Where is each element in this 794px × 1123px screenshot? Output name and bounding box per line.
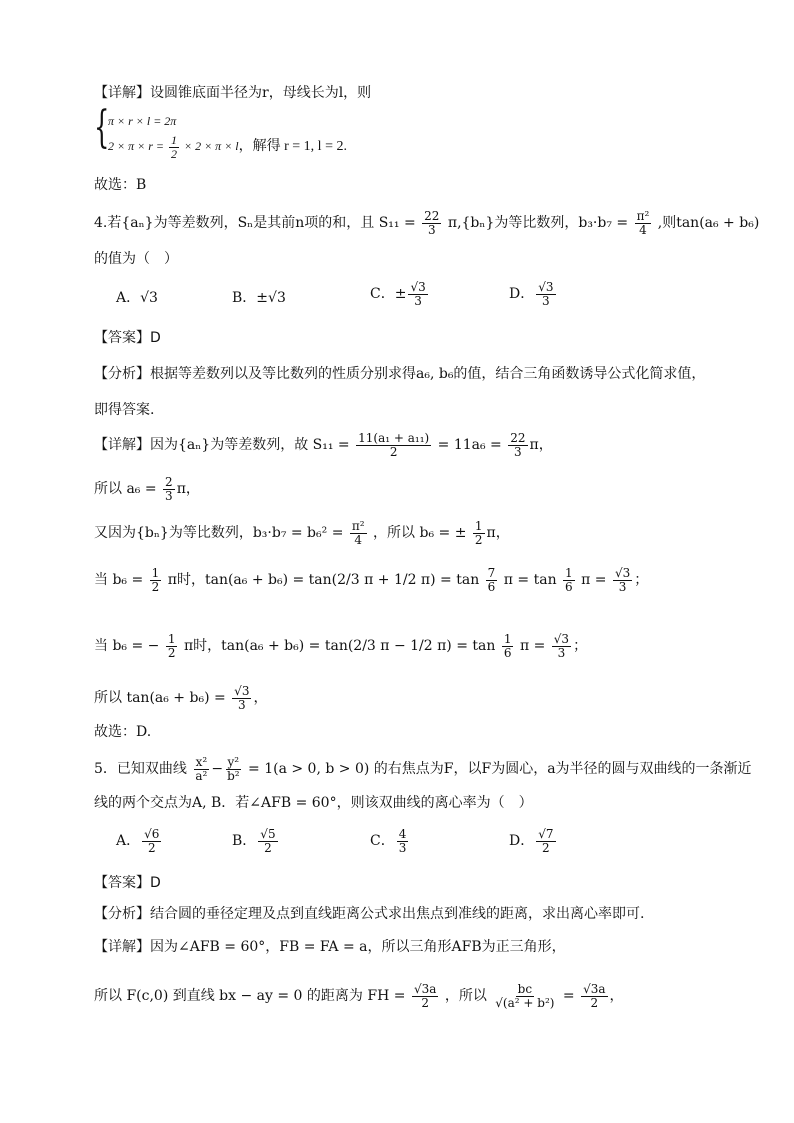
q4-detail-3: 又因为{bₙ}为等比数列，b₃·b₇ = b₆² = $\frac{\text{π²}}{4}$ ，所以 b₆ = ± $\frac{1}{2}$ π， <box>94 519 510 547</box>
q3-detail-line <box>94 86 371 100</box>
q4-option-d: D． $\frac{√3}{3}$ <box>509 280 554 308</box>
q4-detail-6: 所以 tan(a₆ + b₆) = $\frac{√3}{3}$ ， <box>94 684 268 712</box>
frac-sqrt3a-2: $\frac{√3a}{2}$ <box>583 982 606 1010</box>
q4-option-b: B．±√3 <box>232 290 286 306</box>
q4-option-c: C．± $\frac{√3}{3}$ <box>370 280 426 308</box>
q5-option-a: A． $\frac{√6}{2}$ <box>116 827 160 855</box>
q5-answer: 【答案】D <box>94 875 161 891</box>
q3-detail-text: 设圆锥底面半径为r，母线长为l，则 <box>150 85 372 101</box>
frac-1-6: $\frac{1}{6}$ <box>565 566 573 594</box>
q5-detail-2: 所以 F(c,0) 到直线 bx − ay = 0 的距离为 FH = $\frac{√3a}{2}$ ，所以 $\frac{bc}{\text{√(a² + b²)}}$ = $\frac{√3a}{2}$ ， <box>94 982 624 1010</box>
q3-eq2: 2 × π × r = $\frac{1}{2}$ × 2 × π × l，解得 r = 1, l = 2. <box>108 133 347 161</box>
q4-analysis: 【分析】根据等差数列以及等比数列的性质分别求得a₆, b₆的值，结合三角函数诱导公式化简求值， <box>94 366 706 382</box>
frac-7-6: $\frac{7}{6}$ <box>487 566 496 594</box>
q5-stem2: 线的两个交点为A, B．若∠AFB = 60°，则该双曲线的离心率为（ ） <box>94 795 533 811</box>
frac-sqrt3-3: $\frac{√3}{3}$ <box>614 566 631 594</box>
frac-sqrt3a-2: $\frac{√3a}{2}$ <box>413 982 437 1010</box>
q4-stem: 4.若{aₙ}为等差数列，Sₙ是其前n项的和，且 S₁₁ = $\frac{22}{3}$ π,{bₙ}为等比数列，b₃·b₇ = $\frac{\text{π²}}{4}$ ,则tan(a₆ + b₆) <box>94 209 760 237</box>
frac-sqrt3-3: $\frac{√3}{3}$ <box>410 280 426 308</box>
frac-22-3: $\frac{22}{3}$ <box>424 209 440 237</box>
q3-choose: 故选：B <box>94 177 147 193</box>
q4-detail-1: 【详解】因为{aₙ}为等差数列，故 S₁₁ = $\frac{\text{11(a₁ + a₁₁)}}{2}$ = 11a₆ = $\frac{22}{3}$ π， <box>94 431 553 459</box>
frac-a1-a11: $\frac{\text{11(a₁ + a₁₁)}}{2}$ <box>358 431 430 459</box>
frac-22-3: $\frac{22}{3}$ <box>510 431 526 459</box>
frac-half: $\frac{1}{2}$ <box>474 519 483 547</box>
frac-bc: $\frac{bc}{\text{√(a² + b²)}}$ <box>495 982 555 1010</box>
q5-analysis: 【分析】结合圆的垂径定理及点到直线距离公式求出焦点到准线的距离，求出离心率即可. <box>94 906 645 922</box>
q5-option-c: C． $\frac{4}{3}$ <box>370 827 407 855</box>
q4-detail-5: 当 b₆ = − $\frac{1}{2}$ π时，tan(a₆ + b₆) = tan(2/3 π − 1/2 π) = tan $\frac{1}{6}$ π = $\frac{√3}{3}$ ； <box>94 632 588 660</box>
frac-y2-b2: $\frac{\text{y²}}{\text{b²}}$ <box>227 755 240 783</box>
frac-half: $\frac{1}{2}$ <box>170 133 177 161</box>
frac-half: $\frac{1}{2}$ <box>167 632 176 660</box>
q4-option-a: A．√3 <box>116 290 158 306</box>
q4-choose: 故选：D. <box>94 724 152 740</box>
frac-sqrt3-3: $\frac{√3}{3}$ <box>553 632 570 660</box>
q5-option-b: B． $\frac{√5}{2}$ <box>232 827 276 855</box>
q5-stem: 5．已知双曲线 $\frac{\text{x²}}{\text{a²}}$ − $\frac{\text{y²}}{\text{b²}}$ = 1(a > 0, b > 0) 的右焦点为F，以F为圆心，a为半径的圆与双曲线的一条渐近 <box>94 755 752 783</box>
q3-eq1: π × r × l = 2π <box>108 114 177 128</box>
q4-detail-4: 当 b₆ = $\frac{1}{2}$ π时，tan(a₆ + b₆) = tan(2/3 π + 1/2 π) = tan $\frac{7}{6}$ π = tan $\frac{1}{6}$ π = $\frac{√3}{3}$ ； <box>94 566 649 594</box>
q4-analysis2: 即得答案. <box>94 402 155 418</box>
frac-2-3: $\frac{2}{3}$ <box>165 475 173 503</box>
q4-stem2: 的值为（ ） <box>94 251 178 267</box>
system-brace: { <box>94 102 110 153</box>
q5-option-d: D． $\frac{√7}{2}$ <box>509 827 554 855</box>
q5-detail-1: 【详解】因为∠AFB = 60°，FB = FA = a，所以三角形AFB为正三角形， <box>94 939 566 955</box>
frac-pi2-4: $\frac{\text{π²}}{4}$ <box>351 519 365 547</box>
q4-detail-2: 所以 a₆ = $\frac{2}{3}$ π， <box>94 475 200 503</box>
frac-pi2-4: $\frac{\text{π²}}{4}$ <box>636 209 650 237</box>
frac-sqrt3-3: $\frac{√3}{3}$ <box>538 280 554 308</box>
frac-1-6: $\frac{1}{6}$ <box>503 632 512 660</box>
frac-half: $\frac{1}{2}$ <box>151 566 160 594</box>
q4-answer: 【答案】D <box>94 330 161 346</box>
frac-sqrt3-3: $\frac{√3}{3}$ <box>234 684 250 712</box>
detail-tag: 【详解】 <box>94 85 150 101</box>
frac-x2-a2: $\frac{\text{x²}}{\text{a²}}$ <box>195 755 208 783</box>
